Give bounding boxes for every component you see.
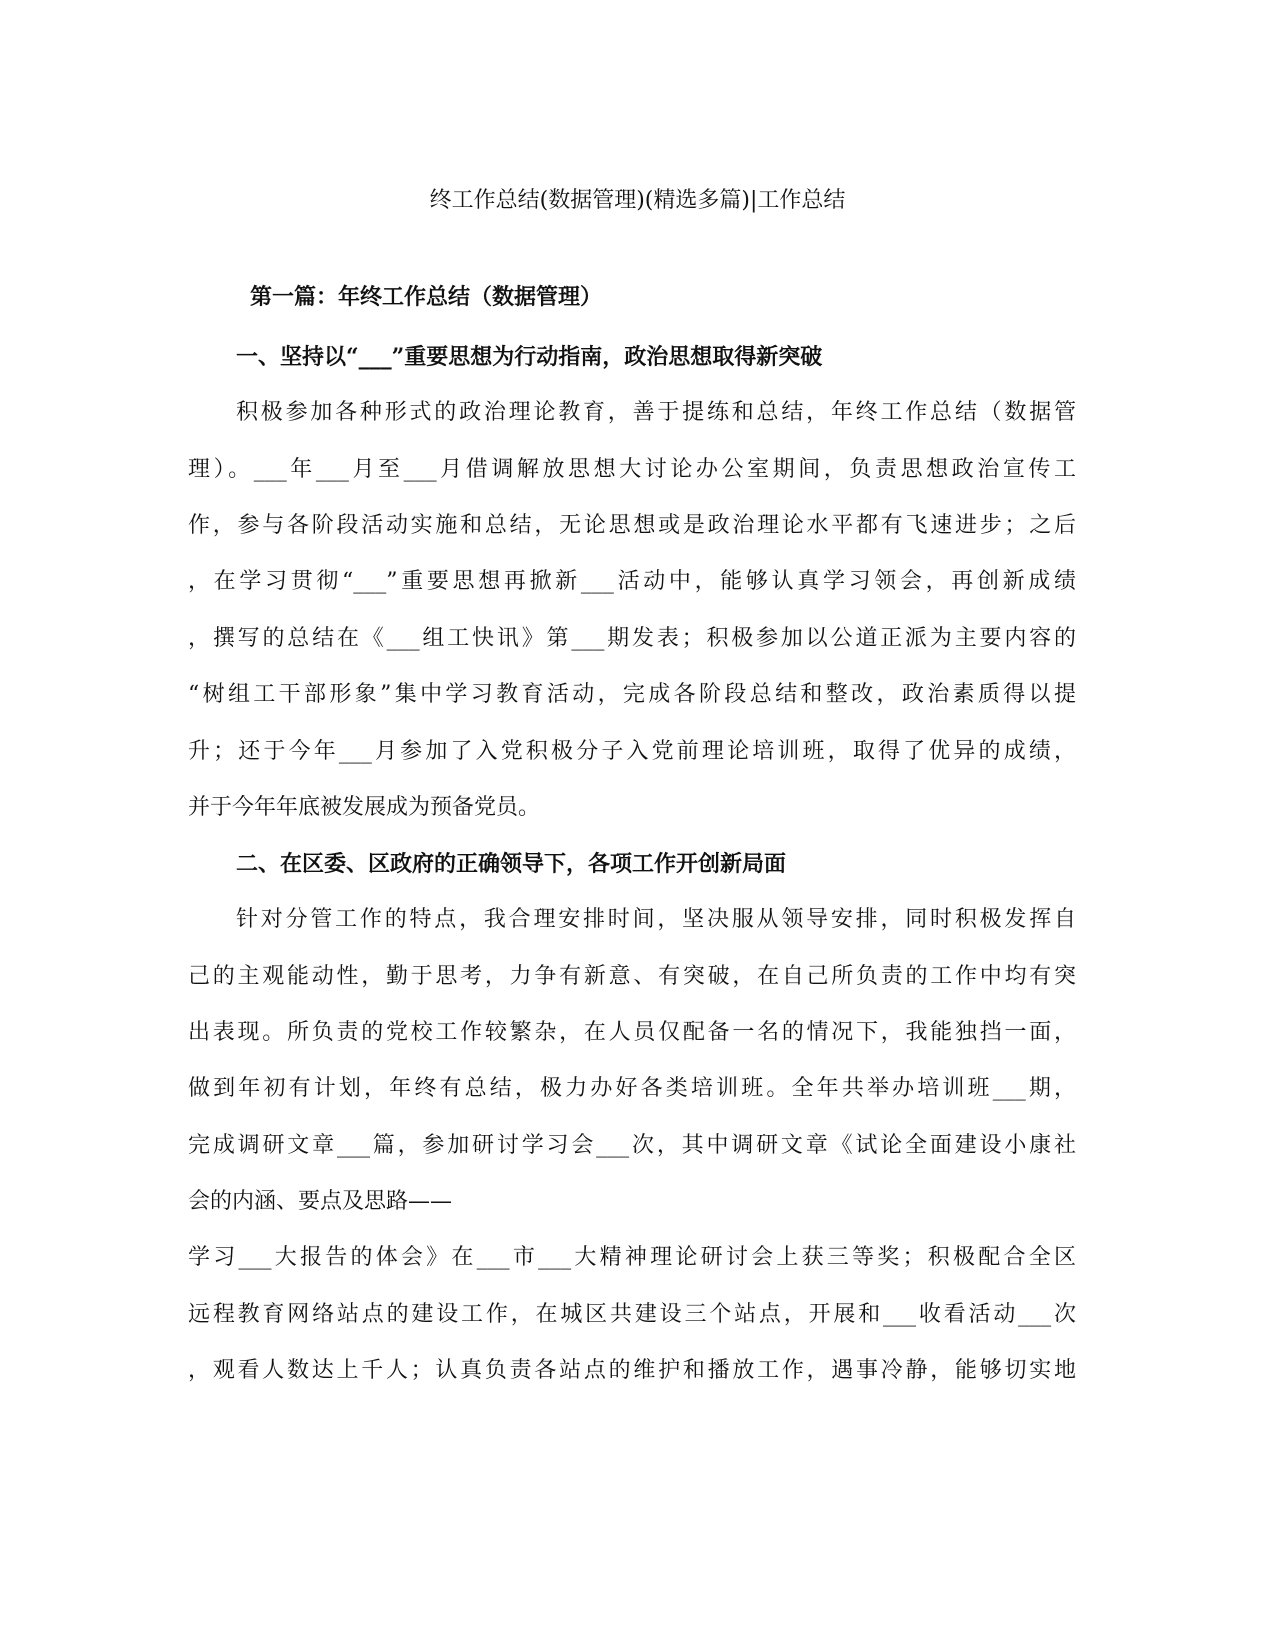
section-heading: 二、在区委、区政府的正确领导下，各项工作开创新局面 [236, 851, 787, 877]
paragraph-line: “树组工干部形象”集中学习教育活动，完成各阶段总结和整改，政治素质得以提 [188, 682, 1076, 707]
paragraph-line: 出表现。所负责的党校工作较繁杂，在人员仅配备一名的情况下，我能独挡一面， [188, 1020, 1076, 1045]
paragraph-line: 远程教育网络站点的建设工作，在城区共建设三个站点，开展和___收看活动___次 [188, 1302, 1076, 1327]
paragraph-line: 己的主观能动性，勤于思考，力争有新意、有突破，在自己所负责的工作中均有突 [188, 964, 1076, 989]
document-title: 终工作总结(数据管理)(精选多篇)|工作总结 [429, 188, 846, 213]
paragraph-line: ，观看人数达上千人；认真负责各站点的维护和播放工作，遇事冷静，能够切实地 [188, 1358, 1076, 1383]
paragraph-line: 做到年初有计划，年终有总结，极力办好各类培训班。全年共举办培训班___期， [188, 1076, 1076, 1101]
paragraph-line: 积极参加各种形式的政治理论教育，善于提练和总结，年终工作总结（数据管 [236, 400, 1076, 425]
chapter-heading: 第一篇：年终工作总结（数据管理） [250, 284, 603, 310]
paragraph-line: 学习___大报告的体会》在___市___大精神理论研讨会上获三等奖；积极配合全区 [188, 1245, 1076, 1270]
paragraph-line: 完成调研文章___篇，参加研讨学习会___次，其中调研文章《试论全面建设小康社 [188, 1133, 1076, 1158]
paragraph-line: 并于今年年底被发展成为预备党员。 [188, 795, 541, 820]
paragraph-line: 升；还于今年___月参加了入党积极分子入党前理论培训班，取得了优异的成绩， [188, 739, 1076, 764]
paragraph-line: 会的内涵、要点及思路—— [188, 1189, 453, 1214]
section-heading: 一、坚持以“___”重要思想为行动指南，政治思想取得新突破 [236, 344, 823, 370]
paragraph-line: 针对分管工作的特点，我合理安排时间，坚决服从领导安排，同时积极发挥自 [236, 907, 1076, 932]
paragraph-line: ，在学习贯彻“___”重要思想再掀新___活动中，能够认真学习领会，再创新成绩 [188, 569, 1076, 594]
paragraph-line: ，撰写的总结在《___组工快讯》第___期发表；积极参加以公道正派为主要内容的 [188, 626, 1076, 651]
paragraph-line: 理）。___年___月至___月借调解放思想大讨论办公室期间，负责思想政治宣传工 [188, 457, 1076, 482]
paragraph-line: 作，参与各阶段活动实施和总结，无论思想或是政治理论水平都有飞速进步；之后 [188, 513, 1076, 538]
